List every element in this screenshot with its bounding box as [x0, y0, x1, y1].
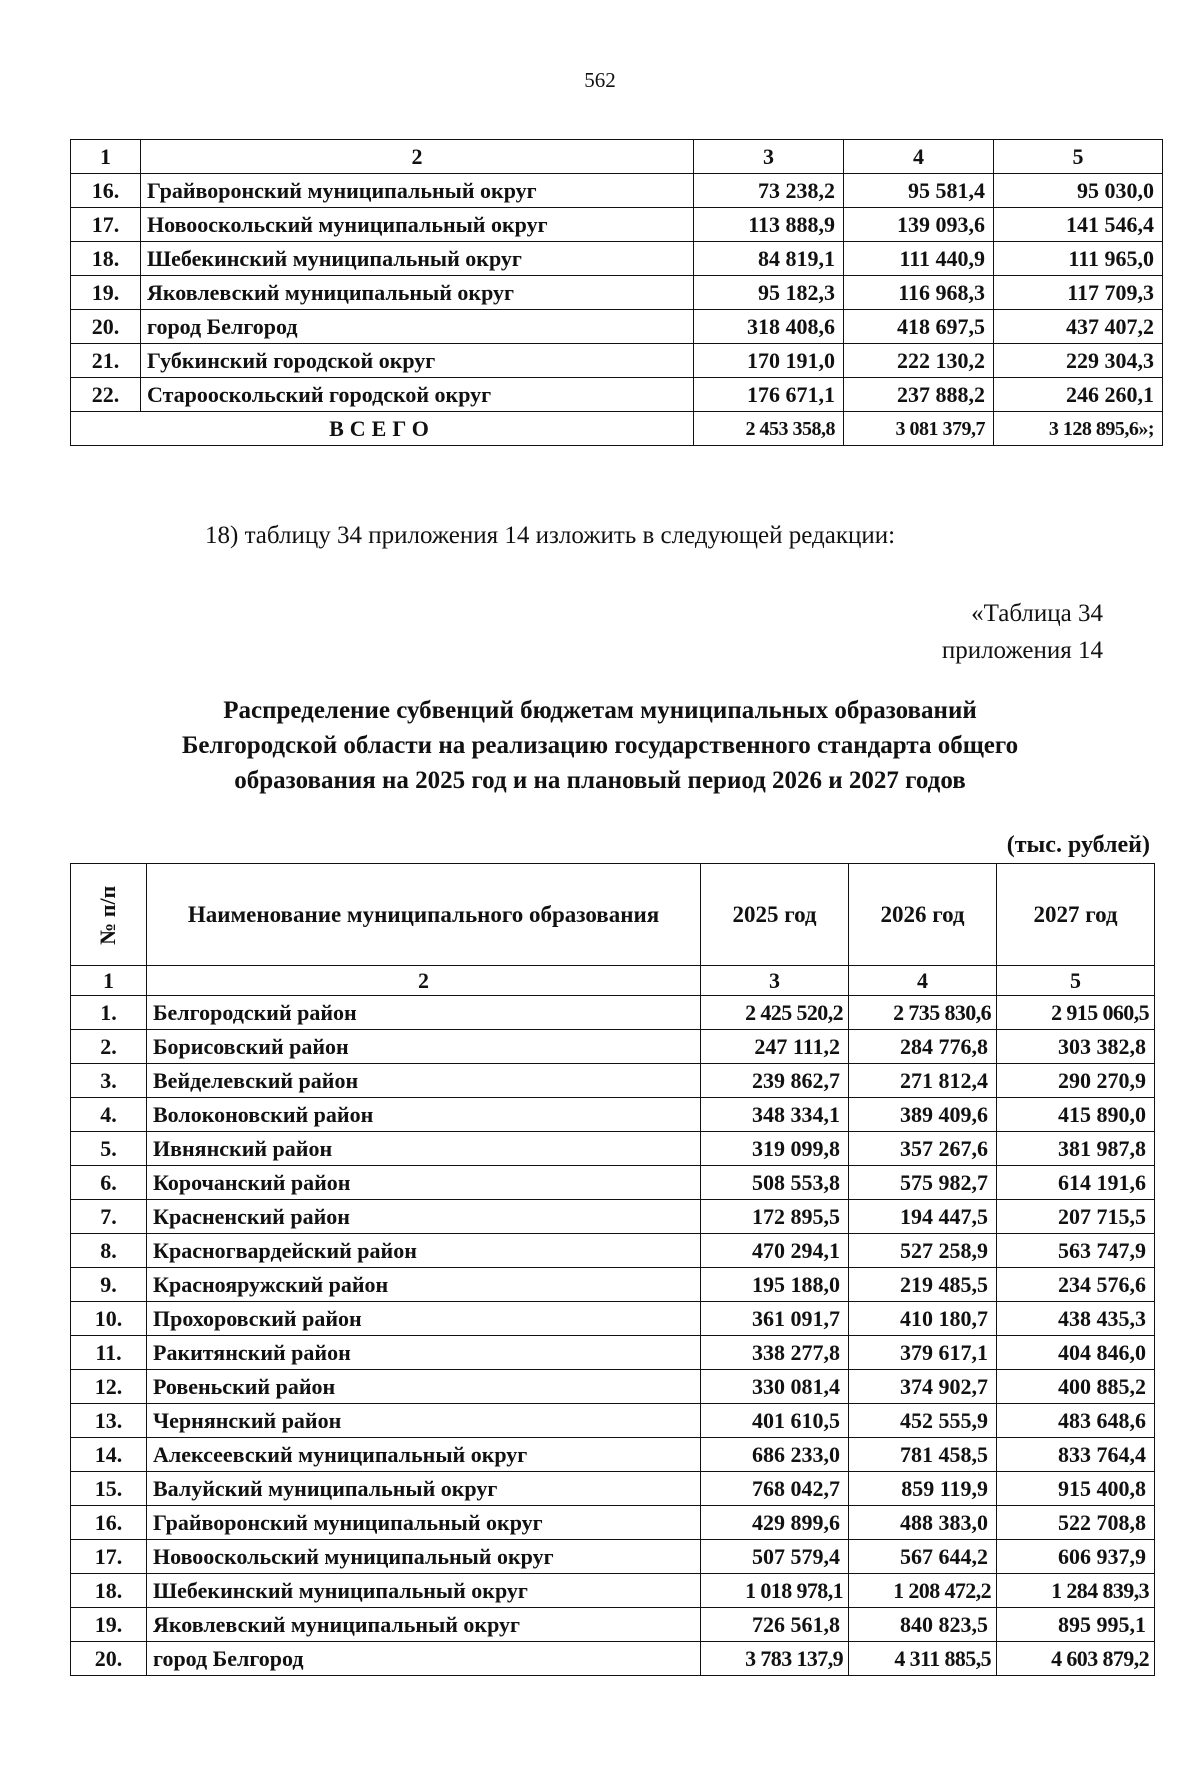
value-2026: 357 267,6 [849, 1132, 997, 1166]
column-number: 2 [141, 140, 694, 174]
value-col4: 418 697,5 [844, 310, 994, 344]
header-2026: 2026 год [849, 864, 997, 966]
column-number: 1 [71, 140, 141, 174]
municipality-name: Вейделевский район [147, 1064, 701, 1098]
municipality-name: Белгородский район [147, 996, 701, 1030]
table-row [71, 1030, 1155, 1064]
value-2025: 348 334,1 [701, 1098, 849, 1132]
table-row [71, 1132, 1155, 1166]
value-2027: 404 846,0 [997, 1336, 1155, 1370]
heading-line: Белгородской области на реализацию государственного стандарта общего [181, 732, 1019, 759]
total-col3: 2 453 358,8 [694, 412, 844, 446]
heading-line: Распределение субвенций бюджетам муниципальных образований [223, 697, 977, 724]
column-number: 2 [147, 966, 701, 996]
municipality-name: город Белгород [147, 1642, 701, 1676]
table-caption [942, 595, 1103, 669]
row-number: 19. [71, 1608, 147, 1642]
table-row [71, 1200, 1155, 1234]
table-row [71, 1268, 1155, 1302]
value-2027: 915 400,8 [997, 1472, 1155, 1506]
value-2027: 614 191,6 [997, 1166, 1155, 1200]
row-number: 2. [71, 1030, 147, 1064]
value-2026: 452 555,9 [849, 1404, 997, 1438]
municipality-name: Чернянский район [147, 1404, 701, 1438]
row-number: 14. [71, 1438, 147, 1472]
total-col4: 3 081 379,7 [844, 412, 994, 446]
amendment-instruction: 18) таблицу 34 приложения 14 изложить в следующей редакции: [205, 522, 896, 549]
units-label: (тыс. рублей) [1006, 832, 1150, 858]
row-number: 5. [71, 1132, 147, 1166]
value-2026: 781 458,5 [849, 1438, 997, 1472]
caption-line: приложения 14 [941, 637, 1103, 664]
municipality-name: Яковлевский муниципальный округ [141, 276, 694, 310]
value-2025: 3 783 137,9 [701, 1642, 849, 1676]
value-col5: 95 030,0 [994, 174, 1163, 208]
value-2025: 726 561,8 [701, 1608, 849, 1642]
value-2027: 4 603 879,2 [997, 1642, 1155, 1676]
row-number: 12. [71, 1370, 147, 1404]
value-2027: 606 937,9 [997, 1540, 1155, 1574]
table-header-row [71, 864, 1155, 966]
row-number: 17. [71, 208, 141, 242]
column-number: 3 [701, 966, 849, 996]
value-2025: 686 233,0 [701, 1438, 849, 1472]
municipality-name: Губкинский городской округ [141, 344, 694, 378]
table-row [71, 208, 1163, 242]
continued-table [70, 139, 1163, 446]
value-col5: 437 407,2 [994, 310, 1163, 344]
row-number: 17. [71, 1540, 147, 1574]
municipality-name: Красногвардейский район [147, 1234, 701, 1268]
value-col4: 222 130,2 [844, 344, 994, 378]
value-col4: 116 968,3 [844, 276, 994, 310]
value-2027: 483 648,6 [997, 1404, 1155, 1438]
page-number: 562 [584, 68, 616, 92]
row-number: 21. [71, 344, 141, 378]
table-row [71, 1302, 1155, 1336]
municipality-name: Шебекинский муниципальный округ [141, 242, 694, 276]
table-row [71, 242, 1163, 276]
row-number: 11. [71, 1336, 147, 1370]
municipality-name: Грайворонский муниципальный округ [141, 174, 694, 208]
value-2025: 195 188,0 [701, 1268, 849, 1302]
value-2025: 319 099,8 [701, 1132, 849, 1166]
column-number: 3 [694, 140, 844, 174]
value-2025: 508 553,8 [701, 1166, 849, 1200]
value-2025: 429 899,6 [701, 1506, 849, 1540]
row-number: 19. [71, 276, 141, 310]
value-2027: 833 764,4 [997, 1438, 1155, 1472]
table-row [71, 1234, 1155, 1268]
row-number: 20. [71, 1642, 147, 1676]
municipality-name: Новооскольский муниципальный округ [147, 1540, 701, 1574]
row-number: 9. [71, 1268, 147, 1302]
value-2026: 4 311 885,5 [849, 1642, 997, 1676]
row-number: 6. [71, 1166, 147, 1200]
table-row [71, 174, 1163, 208]
municipality-name: Старооскольский городской округ [141, 378, 694, 412]
column-number: 1 [71, 966, 147, 996]
value-2026: 840 823,5 [849, 1608, 997, 1642]
value-col3: 113 888,9 [694, 208, 844, 242]
value-col5: 229 304,3 [994, 344, 1163, 378]
value-2027: 290 270,9 [997, 1064, 1155, 1098]
table-row [71, 276, 1163, 310]
subvention-table [70, 863, 1155, 1676]
value-2026: 194 447,5 [849, 1200, 997, 1234]
value-2027: 895 995,1 [997, 1608, 1155, 1642]
total-label: ВСЕГО [71, 412, 694, 446]
value-col5: 117 709,3 [994, 276, 1163, 310]
value-2027: 438 435,3 [997, 1302, 1155, 1336]
row-number: 1. [71, 996, 147, 1030]
value-2025: 361 091,7 [701, 1302, 849, 1336]
municipality-name: Волоконовский район [147, 1098, 701, 1132]
row-number: 13. [71, 1404, 147, 1438]
value-2026: 379 617,1 [849, 1336, 997, 1370]
value-2026: 527 258,9 [849, 1234, 997, 1268]
value-2025: 330 081,4 [701, 1370, 849, 1404]
value-col3: 176 671,1 [694, 378, 844, 412]
value-2026: 410 180,7 [849, 1302, 997, 1336]
row-number: 20. [71, 310, 141, 344]
value-2027: 303 382,8 [997, 1030, 1155, 1064]
value-2025: 1 018 978,1 [701, 1574, 849, 1608]
column-number-row [71, 966, 1155, 996]
table-row [71, 1336, 1155, 1370]
caption-line: «Таблица 34 [971, 600, 1103, 627]
document-heading [0, 693, 1200, 798]
municipality-name: Красненский район [147, 1200, 701, 1234]
row-number: 3. [71, 1064, 147, 1098]
value-2026: 271 812,4 [849, 1064, 997, 1098]
row-number: 4. [71, 1098, 147, 1132]
row-number: 8. [71, 1234, 147, 1268]
value-2027: 415 890,0 [997, 1098, 1155, 1132]
table-row [71, 996, 1155, 1030]
total-row [71, 412, 1163, 446]
table-row [71, 1540, 1155, 1574]
column-number-row [71, 140, 1163, 174]
municipality-name: Краснояружский район [147, 1268, 701, 1302]
value-2027: 1 284 839,3 [997, 1574, 1155, 1608]
column-number: 4 [844, 140, 994, 174]
table-row [71, 1064, 1155, 1098]
table-row [71, 1608, 1155, 1642]
value-2026: 859 119,9 [849, 1472, 997, 1506]
value-col3: 84 819,1 [694, 242, 844, 276]
value-col5: 246 260,1 [994, 378, 1163, 412]
value-2025: 172 895,5 [701, 1200, 849, 1234]
value-col4: 95 581,4 [844, 174, 994, 208]
value-2025: 401 610,5 [701, 1404, 849, 1438]
value-2025: 239 862,7 [701, 1064, 849, 1098]
row-number: 18. [71, 242, 141, 276]
value-col4: 139 093,6 [844, 208, 994, 242]
heading-line: образования на 2025 год и на плановый период 2026 и 2027 годов [234, 767, 966, 794]
header-2027: 2027 год [997, 864, 1155, 966]
value-col5: 111 965,0 [994, 242, 1163, 276]
value-col4: 237 888,2 [844, 378, 994, 412]
value-2026: 374 902,7 [849, 1370, 997, 1404]
table-row [71, 1506, 1155, 1540]
value-col3: 170 191,0 [694, 344, 844, 378]
municipality-name: Корочанский район [147, 1166, 701, 1200]
value-2025: 470 294,1 [701, 1234, 849, 1268]
table-row [71, 1404, 1155, 1438]
value-2027: 381 987,8 [997, 1132, 1155, 1166]
value-2026: 2 735 830,6 [849, 996, 997, 1030]
value-col4: 111 440,9 [844, 242, 994, 276]
header-number [71, 864, 147, 966]
municipality-name: Ивнянский район [147, 1132, 701, 1166]
header-name: Наименование муниципального образования [147, 864, 701, 966]
table-row [71, 1472, 1155, 1506]
table-row [71, 1166, 1155, 1200]
table-row [71, 344, 1163, 378]
value-2026: 284 776,8 [849, 1030, 997, 1064]
value-2027: 522 708,8 [997, 1506, 1155, 1540]
row-number: 22. [71, 378, 141, 412]
value-2027: 400 885,2 [997, 1370, 1155, 1404]
value-2027: 2 915 060,5 [997, 996, 1155, 1030]
value-col5: 141 546,4 [994, 208, 1163, 242]
value-2025: 768 042,7 [701, 1472, 849, 1506]
value-2027: 563 747,9 [997, 1234, 1155, 1268]
municipality-name: Борисовский район [147, 1030, 701, 1064]
municipality-name: город Белгород [141, 310, 694, 344]
municipality-name: Алексеевский муниципальный округ [147, 1438, 701, 1472]
value-col3: 95 182,3 [694, 276, 844, 310]
value-2026: 567 644,2 [849, 1540, 997, 1574]
header-number-text: № п/п [95, 885, 121, 945]
municipality-name: Ракитянский район [147, 1336, 701, 1370]
value-col3: 318 408,6 [694, 310, 844, 344]
total-col5: 3 128 895,6»; [994, 412, 1163, 446]
value-2026: 1 208 472,2 [849, 1574, 997, 1608]
table-row [71, 310, 1163, 344]
municipality-name: Прохоровский район [147, 1302, 701, 1336]
table-row [71, 1370, 1155, 1404]
row-number: 16. [71, 174, 141, 208]
municipality-name: Яковлевский муниципальный округ [147, 1608, 701, 1642]
value-2025: 2 425 520,2 [701, 996, 849, 1030]
row-number: 18. [71, 1574, 147, 1608]
value-2027: 207 715,5 [997, 1200, 1155, 1234]
value-2026: 389 409,6 [849, 1098, 997, 1132]
table-row [71, 378, 1163, 412]
row-number: 16. [71, 1506, 147, 1540]
value-2025: 507 579,4 [701, 1540, 849, 1574]
municipality-name: Грайворонский муниципальный округ [147, 1506, 701, 1540]
value-2026: 219 485,5 [849, 1268, 997, 1302]
table-row [71, 1098, 1155, 1132]
row-number: 15. [71, 1472, 147, 1506]
municipality-name: Шебекинский муниципальный округ [147, 1574, 701, 1608]
column-number: 5 [997, 966, 1155, 996]
municipality-name: Валуйский муниципальный округ [147, 1472, 701, 1506]
value-2027: 234 576,6 [997, 1268, 1155, 1302]
column-number: 4 [849, 966, 997, 996]
value-2026: 575 982,7 [849, 1166, 997, 1200]
value-2025: 247 111,2 [701, 1030, 849, 1064]
value-col3: 73 238,2 [694, 174, 844, 208]
row-number: 7. [71, 1200, 147, 1234]
value-2025: 338 277,8 [701, 1336, 849, 1370]
table-row [71, 1642, 1155, 1676]
municipality-name: Ровеньский район [147, 1370, 701, 1404]
row-number: 10. [71, 1302, 147, 1336]
municipality-name: Новооскольский муниципальный округ [141, 208, 694, 242]
table-row [71, 1438, 1155, 1472]
value-2026: 488 383,0 [849, 1506, 997, 1540]
column-number: 5 [994, 140, 1163, 174]
header-2025: 2025 год [701, 864, 849, 966]
table-row [71, 1574, 1155, 1608]
